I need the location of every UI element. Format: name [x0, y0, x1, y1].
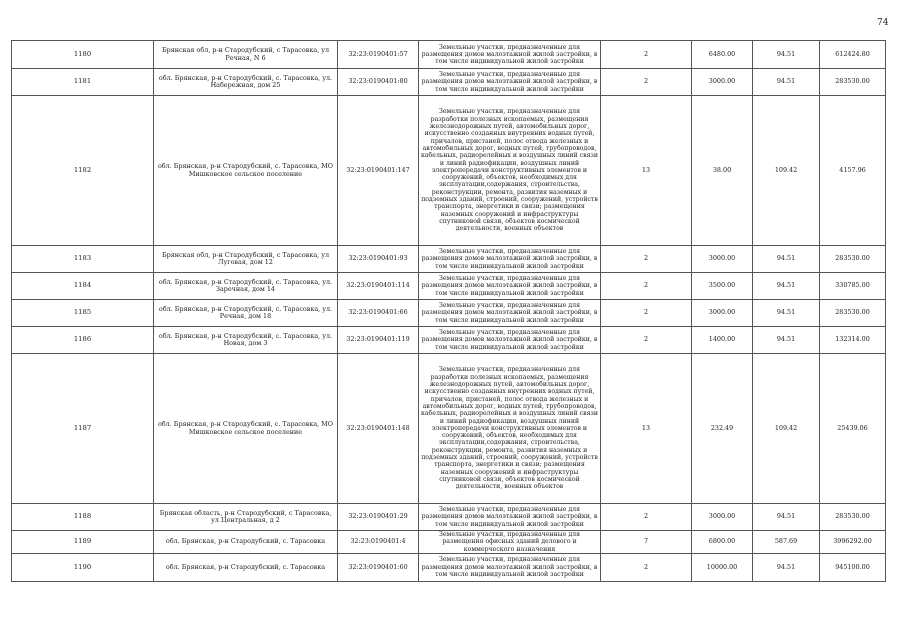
- cadastral-number-cell: 32:23:0190401:119: [338, 327, 419, 354]
- address-cell: обл. Брянская, р-н Стародубский, с. Тарасовка: [154, 553, 338, 581]
- group-cell: 2: [601, 246, 692, 273]
- land-use-cell: Земельные участки, предназначенные для размещения домов малоэтажной жилой застройки, в том числе индивидуальной жилой застройки: [419, 69, 601, 96]
- group-cell: 2: [601, 69, 692, 96]
- table-row: [12, 504, 886, 531]
- cadastral-value-cell: 283530.00: [820, 504, 886, 531]
- land-use-cell: Земельные участки, предназначенные для размещения домов малоэтажной жилой застройки, в том числе индивидуальной жилой застройки: [419, 327, 601, 354]
- rate-cell: 94.51: [753, 41, 820, 69]
- table-row: [12, 531, 886, 554]
- address-cell: обл. Брянская, р-н Стародубский, с. Тарасовка, ул. Заречная, дом 14: [154, 273, 338, 300]
- cadastral-value-cell: 4157.96: [820, 96, 886, 246]
- cadastral-value-cell: 283530.00: [820, 246, 886, 273]
- row-number: 1182: [12, 96, 154, 246]
- cadastral-number-cell: 32:23:0190401:60: [338, 553, 419, 581]
- address-cell: обл. Брянская, р-н Стародубский, с. Тарасовка, ул. Новая, дом 3: [154, 327, 338, 354]
- table-row: [12, 553, 886, 581]
- cadastral-number-cell: 32:23:0190401:114: [338, 273, 419, 300]
- cadastral-number-cell: 32:23:0190401:66: [338, 300, 419, 327]
- group-cell: 13: [601, 354, 692, 504]
- cadastral-value-cell: 330785.00: [820, 273, 886, 300]
- land-use-cell: Земельные участки, предназначенные для размещения домов малоэтажной жилой застройки, в том числе индивидуальной жилой застройки: [419, 504, 601, 531]
- area-cell: 6480.00: [692, 41, 753, 69]
- area-cell: 1400.00: [692, 327, 753, 354]
- row-number: 1181: [12, 69, 154, 96]
- rate-cell: 109.42: [753, 354, 820, 504]
- address-cell: обл. Брянская, р-н Стародубский, с. Тарасовка, ул. Речная, дом 18: [154, 300, 338, 327]
- land-use-cell: Земельные участки, предназначенные для размещения домов малоэтажной жилой застройки, в том числе индивидуальной жилой застройки: [419, 41, 601, 69]
- rate-cell: 94.51: [753, 300, 820, 327]
- rate-cell: 94.51: [753, 553, 820, 581]
- row-number: 1189: [12, 531, 154, 554]
- rate-cell: 94.51: [753, 504, 820, 531]
- table-row: [12, 96, 886, 246]
- row-number: 1190: [12, 553, 154, 581]
- cadastral-number-cell: 32:23:0190401:93: [338, 246, 419, 273]
- land-use-cell: Земельные участки, предназначенные для размещения домов малоэтажной жилой застройки, в том числе индивидуальной жилой застройки: [419, 553, 601, 581]
- area-cell: 3000.00: [692, 69, 753, 96]
- address-cell: обл. Брянская, р-н Стародубский, с. Тарасовка, МО Мишковское сельское поселение: [154, 354, 338, 504]
- cadastral-number-cell: 32:23:0190401:29: [338, 504, 419, 531]
- area-cell: 10000.00: [692, 553, 753, 581]
- area-cell: 3000.00: [692, 246, 753, 273]
- row-number: 1180: [12, 41, 154, 69]
- group-cell: 13: [601, 96, 692, 246]
- cadastral-value-cell: 612424.80: [820, 41, 886, 69]
- area-cell: 38.00: [692, 96, 753, 246]
- group-cell: 2: [601, 41, 692, 69]
- cadastral-value-cell: 283530.00: [820, 300, 886, 327]
- cadastral-value-cell: 283530.00: [820, 69, 886, 96]
- table-row: [12, 273, 886, 300]
- group-cell: 2: [601, 504, 692, 531]
- rate-cell: 94.51: [753, 246, 820, 273]
- area-cell: 3000.00: [692, 300, 753, 327]
- table-row: [12, 300, 886, 327]
- rate-cell: 109.42: [753, 96, 820, 246]
- group-cell: 2: [601, 273, 692, 300]
- address-cell: Брянская обл, р-н Стародубский, с Тарасовка, ул Луговая, дом 12: [154, 246, 338, 273]
- cadastral-value-cell: 3996292.00: [820, 531, 886, 554]
- row-number: 1184: [12, 273, 154, 300]
- land-use-cell: Земельные участки, предназначенные для размещения домов малоэтажной жилой застройки, в том числе индивидуальной жилой застройки: [419, 300, 601, 327]
- land-use-cell: Земельные участки, предназначенные для размещения офисных зданий делового и коммерческого назначения: [419, 531, 601, 554]
- address-cell: обл. Брянская, р-н Стародубский, с. Тарасовка: [154, 531, 338, 554]
- row-number: 1187: [12, 354, 154, 504]
- rate-cell: 94.51: [753, 273, 820, 300]
- table-body: [12, 41, 886, 582]
- land-use-cell: Земельные участки, предназначенные для разработки полезных ископаемых, размещения железнодорожных путей, автомобильных дорог, искусственно созданных внутренних водных путей, причалов, пристаней, полос отвода железных и автомобильных дорог, водных путей, трубопроводов, кабельных, радиорелейных и воздушных линий связи и линий радиофикации, воздушных линий электропередачи конструктивных элементов и сооружений, объектов, необходимых для эксплуатации,содержания, строительства, реконструкции, ремонта, развития наземных и подземных зданий, строений, сооружений, устройств транспорта, энергетики и связи; размещения наземных сооружений и инфраструктуры спутниковой связи, объектов космической деятельности, военных объектов: [419, 96, 601, 246]
- area-cell: 6800.00: [692, 531, 753, 554]
- address-cell: Брянская область, р-н Стародубский, с Тарасовка, ул Центральная, д 2: [154, 504, 338, 531]
- table-row: [12, 69, 886, 96]
- cadastral-value-cell: 132314.00: [820, 327, 886, 354]
- table-row: [12, 246, 886, 273]
- table-row: [12, 327, 886, 354]
- row-number: 1186: [12, 327, 154, 354]
- table-row: [12, 41, 886, 69]
- row-number: 1188: [12, 504, 154, 531]
- cadastral-number-cell: 32:23:0190401:147: [338, 96, 419, 246]
- address-cell: обл. Брянская, р-н Стародубский, с. Тарасовка, МО Мишковское сельское поселение: [154, 96, 338, 246]
- table-row: [12, 354, 886, 504]
- area-cell: 232.49: [692, 354, 753, 504]
- rate-cell: 587.69: [753, 531, 820, 554]
- rate-cell: 94.51: [753, 69, 820, 96]
- area-cell: 3000.00: [692, 504, 753, 531]
- group-cell: 2: [601, 327, 692, 354]
- cadastral-number-cell: 32:23:0190401:4: [338, 531, 419, 554]
- land-use-cell: Земельные участки, предназначенные для разработки полезных ископаемых, размещения железнодорожных путей, автомобильных дорог, искусственно созданных внутренних водных путей, причалов, пристаней, полос отвода железных и автомобильных дорог, водных путей, трубопроводов, кабельных, радиорелейных и воздушных линий связи и линий радиофикации, воздушных линий электропередачи конструктивных элементов и сооружений, объектов, необходимых для эксплуатации,содержания, строительства, реконструкции, ремонта, развития наземных и подземных зданий, строений, сооружений, устройств транспорта, энергетики и связи; размещения наземных сооружений и инфраструктуры спутниковой связи, объектов космической деятельности, военных объектов: [419, 354, 601, 504]
- page-number: 74: [877, 18, 889, 28]
- address-cell: Брянская обл, р-н Стародубский, с Тарасовка, ул Речная, N 6: [154, 41, 338, 69]
- group-cell: 7: [601, 531, 692, 554]
- cadastral-number-cell: 32:23:0190401:148: [338, 354, 419, 504]
- cadastral-value-cell: 945100.00: [820, 553, 886, 581]
- cadastral-number-cell: 32:23:0190401:80: [338, 69, 419, 96]
- row-number: 1183: [12, 246, 154, 273]
- land-registry-table: [11, 40, 886, 582]
- cadastral-value-cell: 25439.06: [820, 354, 886, 504]
- cadastral-number-cell: 32:23:0190401:57: [338, 41, 419, 69]
- address-cell: обл. Брянская, р-н Стародубский, с. Тарасовка, ул. Набережная, дом 25: [154, 69, 338, 96]
- group-cell: 2: [601, 553, 692, 581]
- group-cell: 2: [601, 300, 692, 327]
- area-cell: 3500.00: [692, 273, 753, 300]
- row-number: 1185: [12, 300, 154, 327]
- land-use-cell: Земельные участки, предназначенные для размещения домов малоэтажной жилой застройки, в том числе индивидуальной жилой застройки: [419, 246, 601, 273]
- rate-cell: 94.51: [753, 327, 820, 354]
- land-use-cell: Земельные участки, предназначенные для размещения домов малоэтажной жилой застройки, в том числе индивидуальной жилой застройки: [419, 273, 601, 300]
